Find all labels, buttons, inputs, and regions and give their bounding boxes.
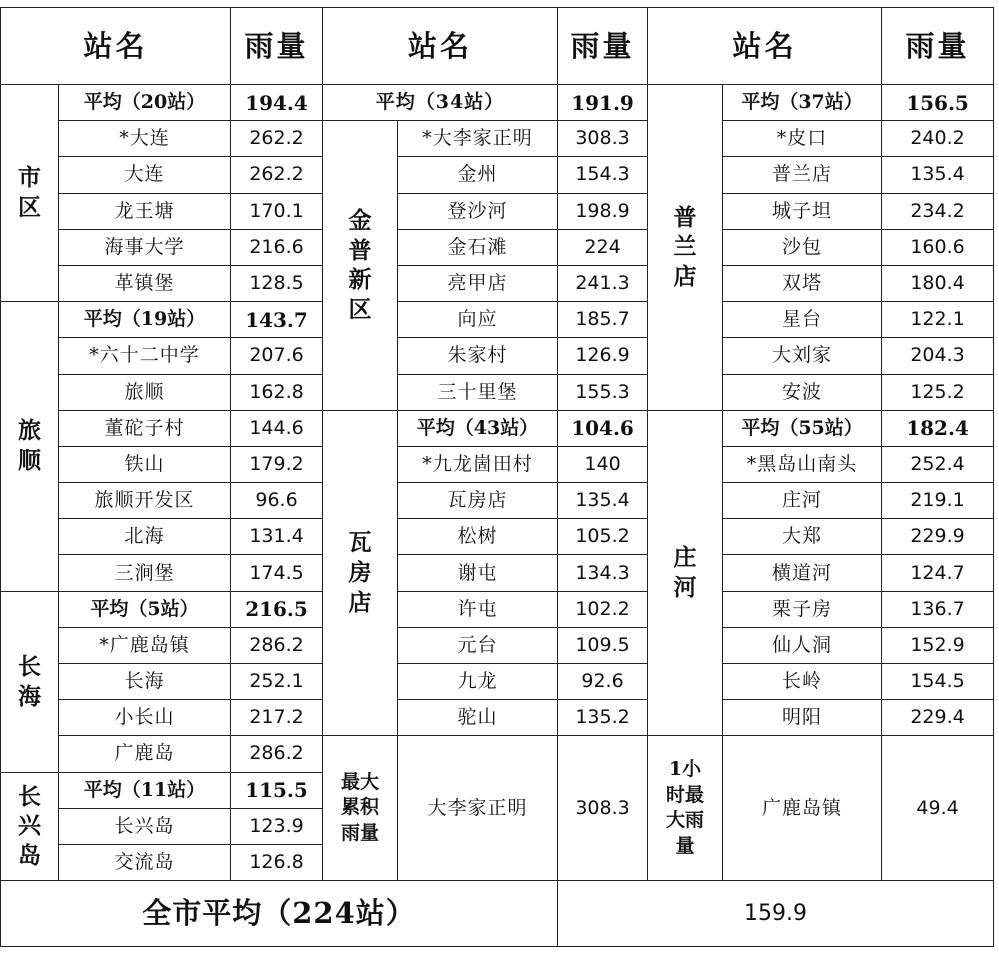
table-row — [1, 410, 994, 446]
rain-value: 229.4 — [882, 700, 994, 736]
district-zhuanghe: 庄河 — [648, 410, 723, 736]
rain-value: 198.9 — [558, 193, 648, 229]
station-name: 登沙河 — [398, 193, 558, 229]
rain-value: 128.5 — [231, 265, 323, 301]
max-hourly-label: 1小时最大雨量 — [648, 736, 723, 881]
station-name: 长岭 — [723, 664, 882, 700]
station-name: 栗子房 — [723, 591, 882, 627]
avg-label: 平均（5站） — [59, 591, 231, 627]
station-name: 三十里堡 — [398, 374, 558, 410]
rain-value: 180.4 — [882, 265, 994, 301]
header-row — [1, 8, 994, 85]
avg-value: 191.9 — [558, 85, 648, 121]
citywide-row — [1, 881, 994, 947]
avg-label: 平均（20站） — [59, 85, 231, 121]
max-total-label: 最大累积雨量 — [323, 736, 398, 881]
avg-label: 平均（34站） — [323, 85, 558, 121]
station-name: 亮甲店 — [398, 265, 558, 301]
rain-value: 96.6 — [231, 483, 323, 519]
table-row — [1, 555, 994, 591]
station-name: 广鹿岛 — [59, 736, 231, 772]
rain-value: 240.2 — [882, 121, 994, 157]
avg-value: 143.7 — [231, 302, 323, 338]
avg-label: 平均（19站） — [59, 302, 231, 338]
table-row — [1, 736, 994, 772]
citywide-value: 159.9 — [558, 881, 994, 947]
avg-value: 216.5 — [231, 591, 323, 627]
station-name: 谢屯 — [398, 555, 558, 591]
station-name: 长海 — [59, 664, 231, 700]
station-name: 普兰店 — [723, 157, 882, 193]
rain-value: 185.7 — [558, 302, 648, 338]
table-row — [1, 483, 994, 519]
district-changhai: 长海 — [1, 591, 59, 772]
rain-value: 170.1 — [231, 193, 323, 229]
station-name: 元台 — [398, 627, 558, 663]
rain-value: 241.3 — [558, 265, 648, 301]
rain-value: 229.9 — [882, 519, 994, 555]
rain-value: 152.9 — [882, 627, 994, 663]
rain-value: 219.1 — [882, 483, 994, 519]
station-name: 大刘家 — [723, 338, 882, 374]
rain-value: 286.2 — [231, 627, 323, 663]
rain-value: 179.2 — [231, 446, 323, 482]
station-name: 庄河 — [723, 483, 882, 519]
district-lvshun: 旅顺 — [1, 302, 59, 592]
station-name: 双塔 — [723, 265, 882, 301]
rain-value: 154.5 — [882, 664, 994, 700]
citywide-label: 全市平均（224站） — [1, 881, 558, 947]
rain-value: 174.5 — [231, 555, 323, 591]
station-name: 革镇堡 — [59, 265, 231, 301]
rain-value: 286.2 — [231, 736, 323, 772]
district-pulandian: 普兰店 — [648, 85, 723, 411]
avg-label: 平均（43站） — [398, 410, 558, 446]
rain-value: 252.1 — [231, 664, 323, 700]
station-name: 交流岛 — [59, 844, 231, 880]
rain-value: 134.3 — [558, 555, 648, 591]
station-name: 明阳 — [723, 700, 882, 736]
avg-label: 平均（37站） — [723, 85, 882, 121]
table-row — [1, 302, 994, 338]
avg-value: 104.6 — [558, 410, 648, 446]
station-name: 沙包 — [723, 229, 882, 265]
station-name: 瓦房店 — [398, 483, 558, 519]
rain-value: 262.2 — [231, 157, 323, 193]
table-row — [1, 265, 994, 301]
station-name: 驼山 — [398, 700, 558, 736]
rain-value: 154.3 — [558, 157, 648, 193]
table-row — [1, 446, 994, 482]
max-total-station: 大李家正明 — [398, 736, 558, 881]
station-name: 长兴岛 — [59, 808, 231, 844]
station-name: 旅顺开发区 — [59, 483, 231, 519]
rain-value: 224 — [558, 229, 648, 265]
station-name: 朱家村 — [398, 338, 558, 374]
station-name: 铁山 — [59, 446, 231, 482]
rain-value: 162.8 — [231, 374, 323, 410]
station-name: *大连 — [59, 121, 231, 157]
station-name: 大郑 — [723, 519, 882, 555]
header-rain-2: 雨量 — [558, 8, 648, 85]
rain-value: 124.7 — [882, 555, 994, 591]
table-row — [1, 374, 994, 410]
station-name: 星台 — [723, 302, 882, 338]
rain-value: 308.3 — [558, 121, 648, 157]
station-name: 松树 — [398, 519, 558, 555]
station-name: 九龙 — [398, 664, 558, 700]
table-row — [1, 591, 994, 627]
rain-value: 204.3 — [882, 338, 994, 374]
rain-value: 131.4 — [231, 519, 323, 555]
rain-value: 122.1 — [882, 302, 994, 338]
rain-value: 135.2 — [558, 700, 648, 736]
table-row — [1, 193, 994, 229]
rain-value: 160.6 — [882, 229, 994, 265]
station-name: 金州 — [398, 157, 558, 193]
rain-value: 123.9 — [231, 808, 323, 844]
avg-value: 194.4 — [231, 85, 323, 121]
district-changxingdao: 长兴岛 — [1, 772, 59, 881]
station-name: *九龙崮田村 — [398, 446, 558, 482]
rain-value: 140 — [558, 446, 648, 482]
table-row — [1, 519, 994, 555]
station-name: 大连 — [59, 157, 231, 193]
station-name: 横道河 — [723, 555, 882, 591]
rain-value: 135.4 — [882, 157, 994, 193]
rain-value: 126.9 — [558, 338, 648, 374]
station-name: 龙王塘 — [59, 193, 231, 229]
table-row — [1, 229, 994, 265]
district-shiqu: 市区 — [1, 85, 59, 302]
table-row — [1, 157, 994, 193]
station-name: 董砣子村 — [59, 410, 231, 446]
station-name: 金石滩 — [398, 229, 558, 265]
rain-value: 125.2 — [882, 374, 994, 410]
avg-label: 平均（55站） — [723, 410, 882, 446]
table-row — [1, 121, 994, 157]
station-name: 小长山 — [59, 700, 231, 736]
station-name: 三涧堡 — [59, 555, 231, 591]
header-station-3: 站名 — [648, 8, 882, 85]
rain-value: 126.8 — [231, 844, 323, 880]
rain-value: 144.6 — [231, 410, 323, 446]
station-name: 海事大学 — [59, 229, 231, 265]
station-name: *大李家正明 — [398, 121, 558, 157]
rain-value: 217.2 — [231, 700, 323, 736]
table-row — [1, 338, 994, 374]
header-station-1: 站名 — [1, 8, 231, 85]
header-station-2: 站名 — [323, 8, 558, 85]
rain-value: 155.3 — [558, 374, 648, 410]
station-name: 安波 — [723, 374, 882, 410]
max-hourly-station: 广鹿岛镇 — [723, 736, 882, 881]
station-name: 仙人洞 — [723, 627, 882, 663]
avg-value: 115.5 — [231, 772, 323, 808]
rain-value: 102.2 — [558, 591, 648, 627]
rain-value: 136.7 — [882, 591, 994, 627]
table-row — [1, 85, 994, 121]
table-row — [1, 627, 994, 663]
rain-value: 262.2 — [231, 121, 323, 157]
station-name: 旅顺 — [59, 374, 231, 410]
avg-label: 平均（11站） — [59, 772, 231, 808]
station-name: 向应 — [398, 302, 558, 338]
rain-value: 252.4 — [882, 446, 994, 482]
avg-value: 182.4 — [882, 410, 994, 446]
district-jinpu: 金普新区 — [323, 121, 398, 411]
station-name: 北海 — [59, 519, 231, 555]
avg-value: 156.5 — [882, 85, 994, 121]
station-name: *皮口 — [723, 121, 882, 157]
rain-value: 216.6 — [231, 229, 323, 265]
station-name: 许屯 — [398, 591, 558, 627]
header-rain-3: 雨量 — [882, 8, 994, 85]
rain-value: 207.6 — [231, 338, 323, 374]
rainfall-table — [0, 7, 994, 947]
station-name: *黑岛山南头 — [723, 446, 882, 482]
rain-value: 234.2 — [882, 193, 994, 229]
station-name: 城子坦 — [723, 193, 882, 229]
rain-value: 109.5 — [558, 627, 648, 663]
station-name: *广鹿岛镇 — [59, 627, 231, 663]
station-name: *六十二中学 — [59, 338, 231, 374]
max-total-value: 308.3 — [558, 736, 648, 881]
district-wafangdian: 瓦房店 — [323, 410, 398, 736]
table-row — [1, 664, 994, 700]
max-hourly-value: 49.4 — [882, 736, 994, 881]
rain-value: 92.6 — [558, 664, 648, 700]
rain-value: 105.2 — [558, 519, 648, 555]
rain-value: 135.4 — [558, 483, 648, 519]
header-rain-1: 雨量 — [231, 8, 323, 85]
table-row — [1, 700, 994, 736]
